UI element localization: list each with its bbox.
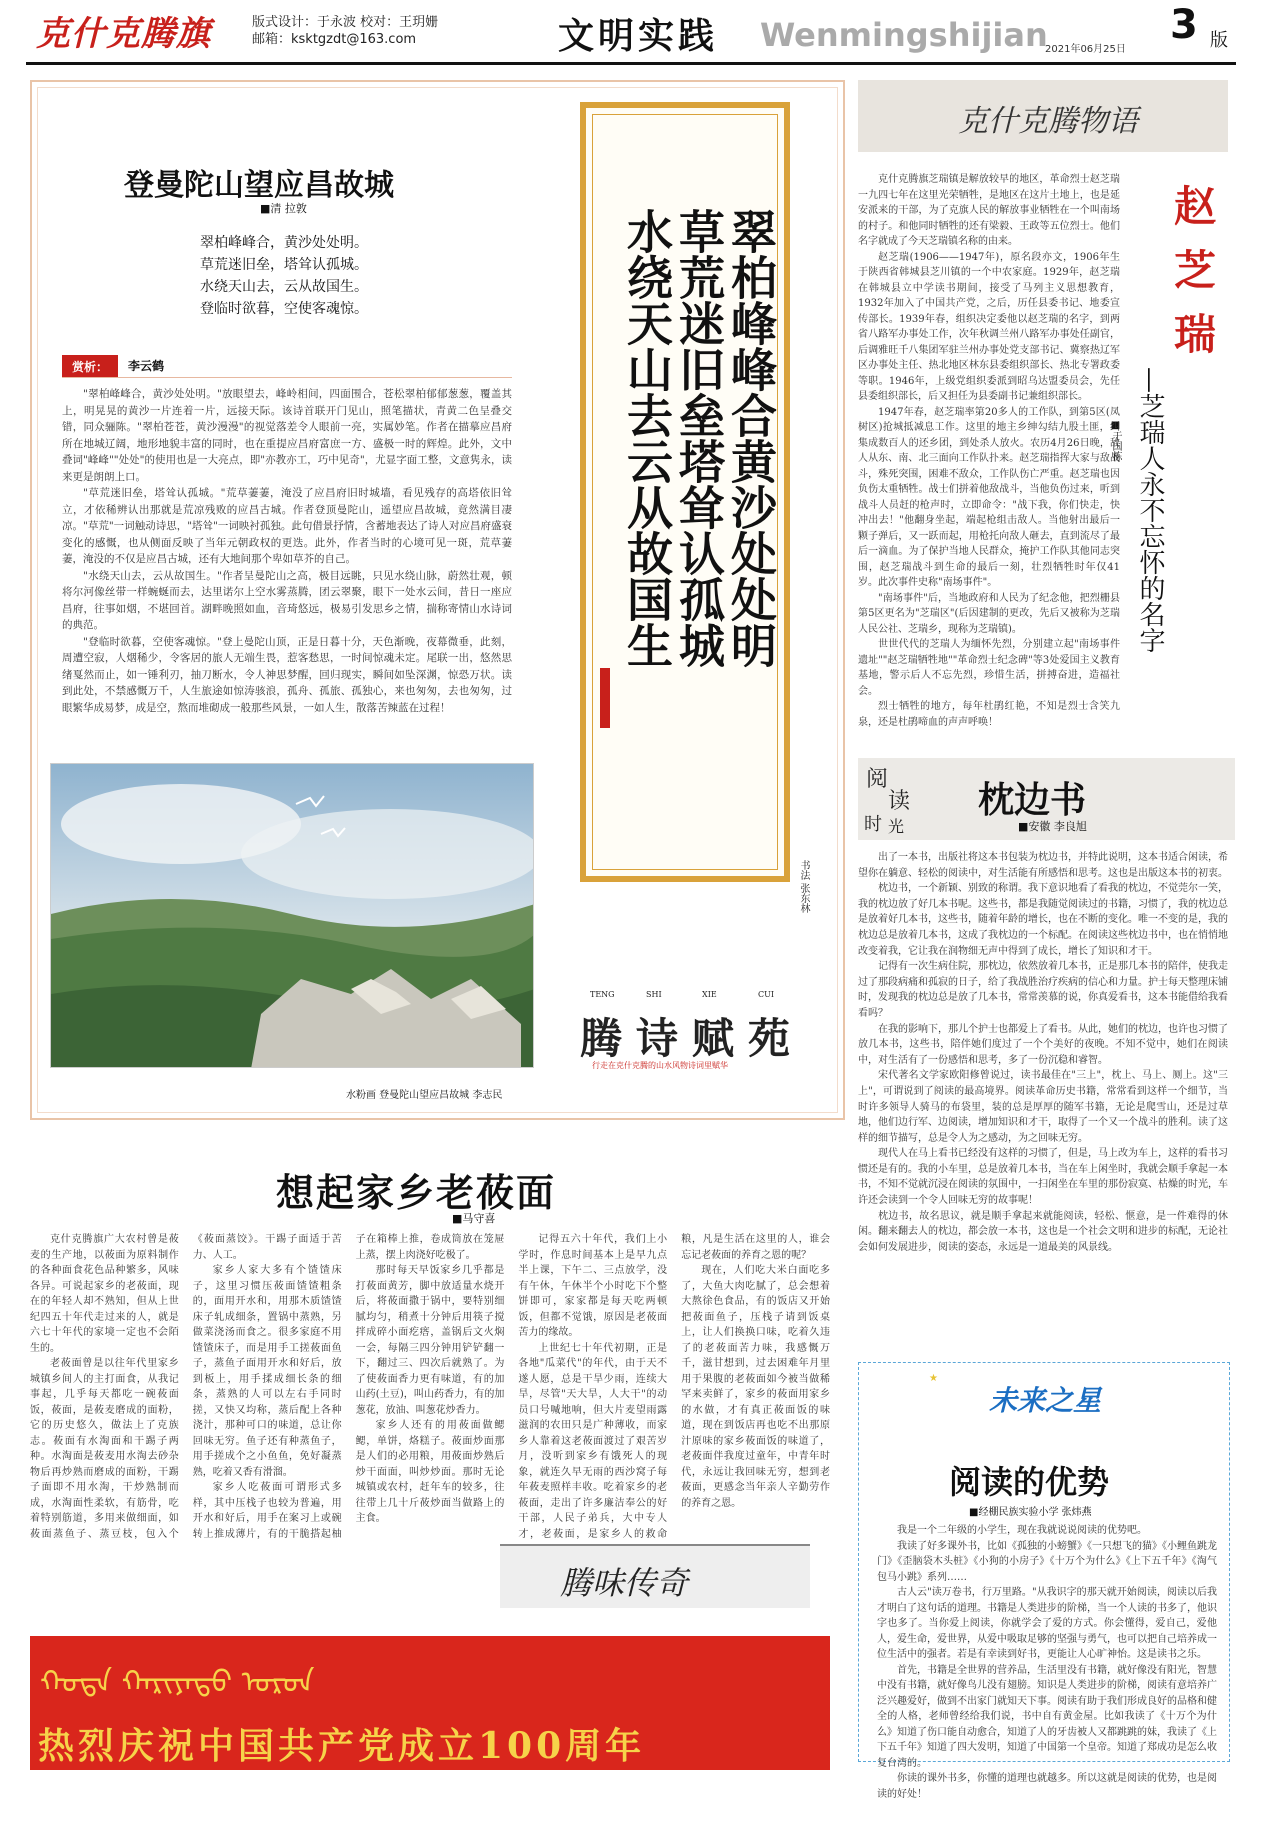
issue-date: 2021年06月25日 — [1045, 44, 1126, 55]
paragraph: "登临时欲暮，空使客魂惊。"登上曼陀山顶，正是日暮十分，天色渐晚，夜幕微垂，此刻，周遭空寂，人烟稀少，令客居的旅人无端生畏，惹客愁思，一时间惊魂未定。尾联一出，悠然思绪戛然而止，如一锤利刃，抽刀断水，令人神思梦醒，回归现实，瞬间如坠深渊，惊恐万状。读到此处，不禁感慨万千，人生旅途如惊涛骇浪，孤舟、孤旅、孤独心，来也匆匆，去也匆匆，过眼繁华成易梦，成是空，熬而堆砌成一般那些风景，一如人生，散落苦辣蓝在过程！ — [62, 635, 512, 714]
paragraph: 我是一个二年级的小学生，现在我就说说阅读的优势吧。 — [897, 1525, 1147, 1536]
paragraph: 1947年春，赵芝瑞率第20多人的工作队，到第5区(凤树区)抢城抵减息工作。这里的地主乡绅勾结九股土匪，纠集成数百人的还乡团，到处杀人放火。农历4月26日晚，敌人从东、南、北三面向工作队扑来。赵芝瑞指挥大家与敌战斗，殊死突围，困难不敌众，工作队伤亡严重。赵芝瑞也因负伤太重牺牲。战士们拼着他敌战斗，当他负伤过来，听到战斗人员赶的枪声时，立即命令："战下我，你们快走，快冲出去！"他翻身坐起，端起枪组击敌人。当他射出最后一颗子弹后，又一跃而起，用枪托向敌人砸去，直到流尽了最后一滴血。为了保护当地人民群众，掩护工作队其他同志突围，赵芝瑞战斗到生命的最后一刻，壮烈牺牲时年仅41岁。此次事件史称"南场事件"。 — [858, 406, 1120, 588]
paragraph: 古人云"读万卷书，行万里路。"从我识字的那天就开始阅读，阅读以后我才明白了这句话的道理。书籍是人类进步的阶梯，当一个人读的书多了，他识字也多了。当你爱上阅读，你就学会了爱的方式。你会懂得，爱自己，爱他人，爱生命，爱世界，从爱中吸取足够的坚强与勇气，也可以把自己培养成一位生活中的强者。若是有幸读到好书，更能让人心旷神怡。这是读书之乐。 — [877, 1587, 1217, 1660]
paragraph: 出了一本书，出版社将这本书包装为枕边书，并特此说明，这本书适合闲读，希望你在躺意、轻松的阅读中，对生活能有所感悟和思考。这也是出版这本书的初衷。 — [858, 852, 1228, 879]
calligraphy-text: 翠柏峰峰合黄沙处处明 — [724, 208, 778, 668]
appreciation-body — [62, 386, 512, 716]
reading-tag: 读 — [888, 789, 911, 814]
paragraph: "草荒迷旧垒，塔耸认孤城。"荒草萋萋，淹没了应昌府旧时城墙，看见残存的高塔依旧耸立，才依稀辨认出那就是荒凉残败的应昌古城。作者登顶曼陀山，遥望应昌故城，竟然满目凄凉。"草荒"一词触动诗思，"塔耸"一词映衬孤独。此句借景抒情，含蓄地表达了诗人对应昌府盛衰变化的感慨，也从侧面反映了当年元朝政权的更迭。此外，作者当时的心境可见一斑，荒草萋萋，淹没的不仅是应昌古城，还有大地间那个卑如草芥的自己。 — [62, 487, 512, 565]
logo-char: 腾 — [580, 1014, 623, 1063]
pillow-title: 枕边书 — [978, 779, 1087, 821]
logo-char: 苑 — [748, 1014, 791, 1063]
paragraph: 家乡人家大多有个馇馇床子，这里习惯压莜面馇馇粗条的，面用开水和，用那木质馇馇床子轧成细条，置锅中蒸熟，另做菜浇汤而食之。很多家庭不用馇馇床子，而是用手工搓莜面鱼子，蒸鱼子面用开水和好后，放到板上，用手揉成细长条的细条，蒸熟的人可以左右手同时搓，又快又均称，蒸后配上各种浇汁，那种可口的味道，总让你回味无穷。鱼子还有种蒸鱼子，用手搓成个之小鱼鱼，免好凝蒸熟，吃着又香有滑溜。 — [192, 1265, 342, 1478]
logo-pinyin: SHI — [646, 990, 662, 999]
reading-tag: 光 — [888, 817, 905, 836]
paragraph: 首先，书籍是全世界的营养品，生活里没有书籍，就好像没有阳光，智慧中没有书籍，就好像鸟儿没有翅膀。知识是人类进步的阶梯，阅读有意培养广泛兴趣爱好，做到不出家门就知天下事。阅读有助于我们形成良好的品格和健全的人格，老师曾经给我们说，书中自有黄金屋。比如我读了《十万个为什么》知道了伤口能自动愈合，知道了人的牙齿被人又都跳跳的妹，我读了《上下五千年》知道了四大发明，知道了中国第一个皇帝。知道了郑成功是怎么收复台湾的。 — [877, 1664, 1217, 1769]
paragraph: 宋代著名文学家欧阳修曾说过，读书最佳在"三上"，枕上、马上、厕上。这"三上"，可谓说到了阅读的最高境界。阅读革命历史书籍，常常看到这样一个细节，当时许多领导人骑马的布袋里，装的总是厚厚的随军书籍，无论是爬雪山，还是过草地，他们边行军、边阅读，增加知识和才干，取得了一个又一个战斗的胜利。读了这样的细节描写，总是令人为之感动，为之回味无穷。 — [858, 1070, 1228, 1144]
column-logo — [572, 980, 800, 1076]
star-icon: ★ — [929, 1373, 938, 1384]
paragraph: 克什克腾旗广大农村曾是莜麦的生产地，以莜面为原料制作的各种面食花色品种繁多，风味各异。可说起家乡的老莜面，现在的年轻人却不熟知，但从上世纪四五十年代走过来的人，就是六七十年代的家境一定也不会陌生的。 — [30, 1234, 179, 1354]
paragraph: 你读的课外书多，你懂的道理也就越多。所以这就是阅读的优势，也是阅读的好处！ — [877, 1773, 1217, 1800]
paragraph: 上世纪七十年代初期，正是各地"瓜菜代"的年代，由于天不遂人愿，总是干旱少雨，连续大旱，尽管"天大旱，人大干"的动员口号喊地响，但大片麦望雨露滋润的农田只是广种薄收，而家乡人靠着这老莜面渡过了艰苦岁月，没听到家乡有饿死人的现象，就连久早无雨的西沙窝子每年莜麦照样丰收。吃着家乡的老莜面，走出了许多廉洁奉公的好干部，人民子弟兵，大中专人才，老莜面，是家乡人的救命粮，凡是生活在这里的人，谁会忘记老莜面的养育之恩的呢？ — [518, 1234, 830, 1540]
section-title: 文明实践 — [558, 15, 719, 57]
seal-stamp — [600, 668, 610, 728]
masthead-info — [252, 14, 438, 48]
noodles-author: ■马守喜 — [452, 1212, 496, 1225]
logo-pinyin: TENG — [590, 990, 615, 999]
paragraph: 那时每天早饭家乡几乎都是打莜面黄芳，脚中放适量水烧开后，将莜面撒于锅中，要特别细腻均匀，稍煮十分钟后用筷子搅拌成碎小面疙瘩，盖锅后文火焖一会，每隔三四分钟用铲铲翻一下，翻过三、四次后就熟了。为了使莜面香力更有味道，有的加山药(土豆)，叫山药香力，有的加葱花，放油、叫葱花炒香力。 — [355, 1265, 505, 1416]
logo-char: 诗 — [636, 1014, 679, 1063]
story-name: 赵芝瑞 — [1173, 182, 1216, 359]
paragraph: 枕边书，一个新颖、别致的称谓。我下意识地看了看我的枕边，不觉莞尔一笑，我的枕边放了好几本书呢。这些书，都是我随觉阅读过的书籍，习惯了，我的枕边总是放着好几本书，这些书，随着年龄的增长，也在不断的变化。唯一不变的是，我的枕边总是放着几本书，这成了我枕边的一个标配。在阅读这些枕边书中，也在悄悄地改变着我，它让我在润物细无声中得到了成长，增长了知识和才干。 — [858, 883, 1228, 957]
appreciation-author: 李云鹤 — [128, 359, 165, 373]
poem-body — [200, 232, 368, 320]
reading-tag: 时 — [864, 814, 882, 835]
banner-mongolian-text: ᠬᠣᠲᠠ ᠬᠠᠷᠢᠶᠠᠲᠤ ᠣᠷᠣᠨ — [40, 1665, 315, 1700]
email-line: 邮箱：ksktgzdt@163.com — [252, 32, 417, 47]
story-author: ■于国栋 — [1110, 420, 1121, 461]
paragraph: 老莜面曾是以往年代里家乡城镇乡间人的主打面食，从我记事起，几乎每天都吃一碗莜面饭，莜面，是莜麦磨成的面粉，它的历史悠久，做法上了克族志。莜面有水淘面和干踢子两种。水淘面是莜麦用水淘去砂杂物后再炒熟而磨成的面粉，干踢子面即不用水淘，干炒熟制而成，水淘面性柔软，有筋骨，吃着特别筋道，多用来做细面，如莜面蒸鱼子、蒸豆枝，包入个《莜面蒸饺》。干踢子面适于苦力、人工。 — [30, 1234, 342, 1540]
paragraph: 克什克腾旗芝瑞镇是解放较早的地区，革命烈士赵芝瑞一九四七年在这里光荣牺牲，是地区在这片土地上，也是延安派来的干部，为了克旗人民的解放事业牺牲在一个叫南场的村子。和他同时牺牲的还有梁毅、王政等五位烈士。他们名字就成了今天芝瑞镇名称的由来。 — [858, 174, 1120, 247]
calligraphy-scroll — [580, 102, 790, 882]
column-footer-logo — [500, 1544, 810, 1608]
future-star-box — [858, 1362, 1230, 1800]
design-credit: 版式设计：于永波 校对：王玥姗 — [252, 15, 439, 30]
star-author: ■经棚民族实验小学 张炜燕 — [969, 1507, 1092, 1518]
paragraph: 家乡人还有的用莜面做鳃鳃，单饼，烙糕子。莜面炒面那是人们的必用粮，用莜面炒熟后炒干面面，叫炒炒面。那时无论城镇或农村，赶年车的较多，往往带上几十斤莜炒面当做路上的主食。 — [355, 1420, 505, 1524]
poem-author: ■清 拉敦 — [260, 202, 307, 215]
story-header-banner — [858, 80, 1228, 152]
masthead-rule — [26, 62, 1236, 65]
paragraph: 记得五六十年代，我们上小学时，作息时间基本上是早九点半上课，下午二、三点放学，没有午休，午休半个小时吃下个整饼即可，家家都是每天吃两顿饭，但都不觉饿，原因是老莜面苦力的缘故。 — [518, 1234, 668, 1338]
paragraph: "水绕天山去，云从故国生。"作者呈曼陀山之高，极目远眺，只见水绕山脉，蔚然壮观，顿将尔河像丝带一样蜿蜒而去，达里诺尔上空水雾蒸腾，团云翠聚，眼下一处水云间，昔日一座应昌府，往事如烟，不堪回首。湖畔晚照如血，音琦悠远，极易引发思乡之情，揣称寄情山水诗词的典范。 — [62, 569, 512, 631]
banner-text: 热烈庆祝中国共产党成立100周年 — [38, 1725, 646, 1767]
logo-pinyin: XIE — [702, 990, 717, 999]
calligraphy-credit: 书法 张东林 — [798, 860, 809, 914]
pillow-body — [858, 850, 1228, 1255]
logo-subtitle: 行走在克什克腾的山水风物诗词里赋华 — [592, 1061, 728, 1070]
poem-line: 登临时欲暮，空使客魂惊。 — [200, 301, 368, 317]
paragraph: 家乡人吃莜面可谓形式多样，其中压栈子也较为普遍，用开水和好后，用手在案习上或碗转上推成薄片，有的干脆搭起柚子在箱棒上推，卷成筒放在笼屉上蒸，摆上肉浇好吃极了。 — [192, 1234, 505, 1540]
paragraph: 在我的影响下，那儿个护士也都爱上了看书。从此，她们的枕边，也许也习惯了放几本书，这些书，陪伴她们度过了一个个美好的夜晚。不知不觉中，她们在阅读中，对生活有了一份感悟和思考，多了一份沉稳和睿智。 — [858, 1023, 1228, 1066]
poem-title: 登曼陀山望应昌故城 — [124, 168, 394, 203]
reading-time-banner — [858, 758, 1235, 840]
poem-line: 翠柏峰峰合，黄沙处处明。 — [200, 235, 368, 251]
paragraph: 枕边书，故名思议，就是顺手拿起来就能阅读，轻松、惬意，是一件难得的休闲。翻来翻去人的枕边，都会放一本书，这也是一个社会文明和进步的标配，无论社会如何发展进步，阅读的姿态，永远是一道最美的风景线。 — [858, 1210, 1228, 1253]
noodles-title: 想起家乡老莜面 — [276, 1170, 557, 1215]
story-header: 克什克腾物语 — [958, 104, 1138, 139]
paragraph: 现代人在马上看书已经没有这样的习惯了，但是，马上改为车上，这样的看书习惯还是有的。我的小车里，总是放着几本书，当在车上闲坐时，我就会顺手拿起一本书，不知不觉就沉浸在阅读的氛围中，一扫闲坐在车里的那份寂寞、枯燥的时光，车许还会读到一个令人回味无穷的故事呢！ — [858, 1148, 1228, 1207]
calligraphy-text: 水绕天山去云从故国生 — [620, 208, 674, 668]
pillow-author: ■安徽 李良旭 — [1018, 820, 1087, 833]
appreciation-rule — [62, 377, 512, 378]
paragraph: 赵芝瑞(1906——1947年)，原名段亦文，1906年生于陕西省韩城县芝川镇的一个中农家庭。1929年，赵芝瑞在韩城县立中学读书期间，接受了马列主义思想教育，1932年加入了中国共产党，之后，历任县委书记、地委宣传部长。1939年春，组织决定委他以赵芝瑞的名字，到两省八路军办事处工作，次年秋调兰州八路军办事处任副官，后调雅旺千八集团军驻兰州办事处党支部书记、冀察热辽军区办事处主任、热北地区林东县委组织部长、热北专署政委等职。1946年，上级党组织委派到昭乌达盟委员会，先任县委组织部长，后又担任为县委副书记兼组织部长。 — [858, 251, 1120, 402]
paragraph: 我读了好多课外书，比如《孤独的小螃蟹》《一只想飞的猫》《小鲤鱼跳龙门》《歪脑袋木头桩》《小狗的小房子》《十万个为什么》《上下五千年》《淘气包马小跳》系列…… — [877, 1540, 1217, 1583]
landscape-painting — [50, 763, 534, 1068]
painting-image — [51, 764, 534, 1068]
paragraph: 烈士牺牲的地方，每年杜鹃红艳，不知是烈士含笑九泉，还是杜鹃啼血的声声呼唤！ — [858, 701, 1120, 728]
page-number: 3 — [1170, 2, 1198, 48]
paragraph: "翠柏峰峰合，黄沙处处明。"放眼望去，峰岭相间，四面围合，苍松翠柏郁郁葱葱，覆盖其上，明晃晃的黄沙一片连着一片，远接天际。该诗首联开门见山，照笔描状，青黄二色呈叠交错，同众骊陈。"翠柏苍苍，黄沙漫漫"的视觉落差令人眼前一亮，实属妙笔。作者在描摹应昌府所在地城辽阔，地形地貌丰富的同时，也在重提应昌府富庶一方、盛极一时的辉煌。此外，文中叠词"峰峰""处处"的使用也是一大亮点，即"亦教亦工，巧中见奇"，尤显字面工整，文意隽永，读来更是朗朗上口。 — [62, 388, 512, 483]
section-title-pinyin: Wenmingshijian — [760, 16, 1048, 54]
star-body — [877, 1523, 1217, 1802]
star-title: 阅读的优势 — [949, 1463, 1110, 1501]
logo-pinyin: CUI — [758, 990, 775, 999]
paragraph: 现在，人们吃大米白面吃多了，大鱼大肉吃腻了，总会想着大熬徐色食品，有的饭店又开始把莜面鱼子，压栈子请到饭桌上，让人们换换口味，吃着久违了的老莜面苦力味，我感慨万千，滋甘想到，过去困难年月里用于果腹的老莜面如今被当做稀罕来卖鲜了，家乡的莜面用家乡的水做，才有真正莜面饭的味道，现在到饭店再也吃不出那原汁原味的家乡莜面饭的味道了，老莜面伴我度过童年，中青年时代，永远让我回味无穷，想到老莜面，更感念当年亲人辛勤劳作的养育之恩。 — [681, 1265, 830, 1509]
footer-logo-text: 腾味传奇 — [560, 1564, 689, 1602]
story-subtitle: —芝瑞人永不忘怀的名字 — [1135, 367, 1165, 653]
appreciation-tag: 赏析： — [62, 355, 118, 378]
star-header: 未来之星 — [989, 1384, 1102, 1417]
poem-line: 草荒迷旧垒，塔耸认孤城。 — [200, 257, 368, 273]
calligraphy-text: 草荒迷旧垒塔耸认孤城 — [672, 208, 726, 668]
reading-tag: 阅 — [866, 767, 889, 792]
page-unit: 版 — [1210, 30, 1228, 51]
poem-line: 水绕天山去，云从故国生。 — [200, 279, 368, 295]
paragraph: 记得有一次生病住院，那枕边，依然放着几本书，正是那几本书的陪伴，使我走过了那段病痛和孤寂的日子，给了我战胜治疗疾病的信心和力量。护士每天整理床铺时，发现我的枕边总是放了几本书，常常羡慕的说，你真爱看书，这本书能借给我看看吗？ — [858, 961, 1228, 1019]
paragraph: 世世代代的芝瑞人为缅怀先烈，分别建立起"南场事件遗址""赵芝瑞牺牲地""革命烈士纪念碑"等3处爱国主义教育基地，警示后人不忘先烈，珍惜生活，拼搏奋进，造福社会。 — [858, 639, 1120, 697]
paragraph: "南场事件"后，当地政府和人民为了纪念他，把烈栅县第5区更名为"芝瑞区"(后因建制的更改，先后又被称为芝瑞人民公社、芝瑞乡，现称为芝瑞镇)。 — [858, 592, 1120, 635]
painting-caption: 水粉画 登曼陀山望应昌故城 李志民 — [346, 1090, 503, 1101]
story-body — [858, 172, 1120, 730]
logo-char: 赋 — [692, 1014, 735, 1063]
newspaper-logo: 克什克腾旗 — [36, 14, 211, 54]
